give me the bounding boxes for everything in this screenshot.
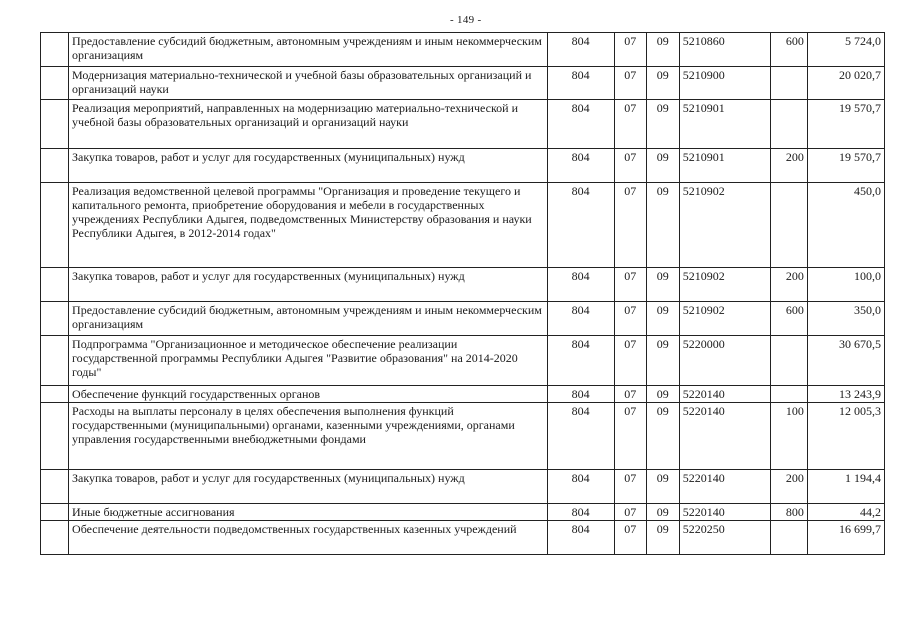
- section-code: 07: [614, 149, 646, 183]
- table-row: [41, 336, 885, 386]
- amount: 100,0: [807, 268, 884, 302]
- target-article-code: 5210902: [679, 302, 770, 336]
- subsection-code: 09: [646, 521, 679, 555]
- section-code: 07: [614, 302, 646, 336]
- amount: 1 194,4: [807, 470, 884, 504]
- section-code: 07: [614, 403, 646, 470]
- table-row: [41, 504, 885, 521]
- target-article-code: 5210860: [679, 33, 770, 67]
- blank-cell: [41, 521, 69, 555]
- expense-name: Расходы на выплаты персоналу в целях обеспечения выполнения функций государственными (муниципальными) органами, казенными учреждениями, органами управления государственными внебюджетными фондами: [69, 403, 548, 470]
- expense-name: Реализация мероприятий, направленных на модернизацию материально-технической и учебной базы образовательных организаций и организаций науки: [69, 100, 548, 149]
- blank-cell: [41, 302, 69, 336]
- target-article-code: 5220140: [679, 470, 770, 504]
- expense-name: Предоставление субсидий бюджетным, автономным учреждениям и иным некоммерческим организациям: [69, 302, 548, 336]
- subsection-code: 09: [646, 268, 679, 302]
- page-number: - 149 -: [450, 14, 482, 26]
- table-row: [41, 183, 885, 268]
- target-article-code: 5220250: [679, 521, 770, 555]
- subsection-code: 09: [646, 183, 679, 268]
- section-code: 07: [614, 504, 646, 521]
- expense-name: Предоставление субсидий бюджетным, автономным учреждениям и иным некоммерческим организациям: [69, 33, 548, 67]
- blank-cell: [41, 336, 69, 386]
- department-code: 804: [547, 302, 614, 336]
- expense-type-code: [770, 183, 807, 268]
- subsection-code: 09: [646, 100, 679, 149]
- expense-type-code: 600: [770, 33, 807, 67]
- amount: 16 699,7: [807, 521, 884, 555]
- expense-type-code: [770, 336, 807, 386]
- section-code: 07: [614, 470, 646, 504]
- blank-cell: [41, 183, 69, 268]
- table-row: [41, 100, 885, 149]
- amount: 13 243,9: [807, 386, 884, 403]
- amount: 350,0: [807, 302, 884, 336]
- expense-type-code: 600: [770, 302, 807, 336]
- subsection-code: 09: [646, 336, 679, 386]
- department-code: 804: [547, 386, 614, 403]
- target-article-code: 5210902: [679, 183, 770, 268]
- department-code: 804: [547, 403, 614, 470]
- section-code: 07: [614, 521, 646, 555]
- table-row: [41, 149, 885, 183]
- expense-type-code: [770, 67, 807, 100]
- blank-cell: [41, 403, 69, 470]
- amount: 450,0: [807, 183, 884, 268]
- expense-type-code: [770, 100, 807, 149]
- expense-type-code: 200: [770, 268, 807, 302]
- department-code: 804: [547, 336, 614, 386]
- blank-cell: [41, 33, 69, 67]
- department-code: 804: [547, 470, 614, 504]
- table-row: [41, 67, 885, 100]
- amount: 20 020,7: [807, 67, 884, 100]
- blank-cell: [41, 504, 69, 521]
- target-article-code: 5220140: [679, 403, 770, 470]
- subsection-code: 09: [646, 504, 679, 521]
- section-code: 07: [614, 183, 646, 268]
- department-code: 804: [547, 268, 614, 302]
- target-article-code: 5220000: [679, 336, 770, 386]
- department-code: 804: [547, 149, 614, 183]
- amount: 19 570,7: [807, 149, 884, 183]
- amount: 12 005,3: [807, 403, 884, 470]
- expense-type-code: [770, 521, 807, 555]
- amount: 30 670,5: [807, 336, 884, 386]
- department-code: 804: [547, 67, 614, 100]
- department-code: 804: [547, 183, 614, 268]
- expense-type-code: 100: [770, 403, 807, 470]
- subsection-code: 09: [646, 149, 679, 183]
- blank-cell: [41, 67, 69, 100]
- table-row: [41, 403, 885, 470]
- expense-type-code: 200: [770, 470, 807, 504]
- expense-name: Закупка товаров, работ и услуг для государственных (муниципальных) нужд: [69, 470, 548, 504]
- expense-type-code: [770, 386, 807, 403]
- amount: 19 570,7: [807, 100, 884, 149]
- expense-name: Закупка товаров, работ и услуг для государственных (муниципальных) нужд: [69, 149, 548, 183]
- expense-name: Подпрограмма "Организационное и методическое обеспечение реализации государственной программы Республики Адыгея "Развитие образования" на 2014-2020 годы": [69, 336, 548, 386]
- subsection-code: 09: [646, 470, 679, 504]
- target-article-code: 5210901: [679, 149, 770, 183]
- table-row: [41, 302, 885, 336]
- expense-name: Обеспечение деятельности подведомственных государственных казенных учреждений: [69, 521, 548, 555]
- expense-name: Иные бюджетные ассигнования: [69, 504, 548, 521]
- section-code: 07: [614, 33, 646, 67]
- table-row: [41, 33, 885, 67]
- section-code: 07: [614, 100, 646, 149]
- target-article-code: 5220140: [679, 386, 770, 403]
- table-row: [41, 521, 885, 555]
- department-code: 804: [547, 33, 614, 67]
- target-article-code: 5210900: [679, 67, 770, 100]
- department-code: 804: [547, 504, 614, 521]
- department-code: 804: [547, 521, 614, 555]
- blank-cell: [41, 268, 69, 302]
- table-row: [41, 470, 885, 504]
- blank-cell: [41, 100, 69, 149]
- target-article-code: 5220140: [679, 504, 770, 521]
- department-code: 804: [547, 100, 614, 149]
- table-row: [41, 386, 885, 403]
- amount: 5 724,0: [807, 33, 884, 67]
- target-article-code: 5210902: [679, 268, 770, 302]
- expense-type-code: 200: [770, 149, 807, 183]
- expense-type-code: 800: [770, 504, 807, 521]
- subsection-code: 09: [646, 302, 679, 336]
- table-row: [41, 268, 885, 302]
- section-code: 07: [614, 67, 646, 100]
- target-article-code: 5210901: [679, 100, 770, 149]
- expense-name: Закупка товаров, работ и услуг для государственных (муниципальных) нужд: [69, 268, 548, 302]
- expense-name: Модернизация материально-технической и учебной базы образовательных организаций и организаций науки: [69, 67, 548, 100]
- blank-cell: [41, 386, 69, 403]
- expense-name: Обеспечение функций государственных органов: [69, 386, 548, 403]
- section-code: 07: [614, 268, 646, 302]
- amount: 44,2: [807, 504, 884, 521]
- subsection-code: 09: [646, 386, 679, 403]
- blank-cell: [41, 470, 69, 504]
- subsection-code: 09: [646, 33, 679, 67]
- budget-table: [40, 32, 885, 555]
- section-code: 07: [614, 386, 646, 403]
- blank-cell: [41, 149, 69, 183]
- expense-name: Реализация ведомственной целевой программы "Организация и проведение текущего и капитального ремонта, приобретение оборудования и мебели в государственных учреждениях Республики Адыгея, подведомственных Министерству образования и науки Республики Адыгея, в 2012-2014 годах": [69, 183, 548, 268]
- subsection-code: 09: [646, 67, 679, 100]
- subsection-code: 09: [646, 403, 679, 470]
- section-code: 07: [614, 336, 646, 386]
